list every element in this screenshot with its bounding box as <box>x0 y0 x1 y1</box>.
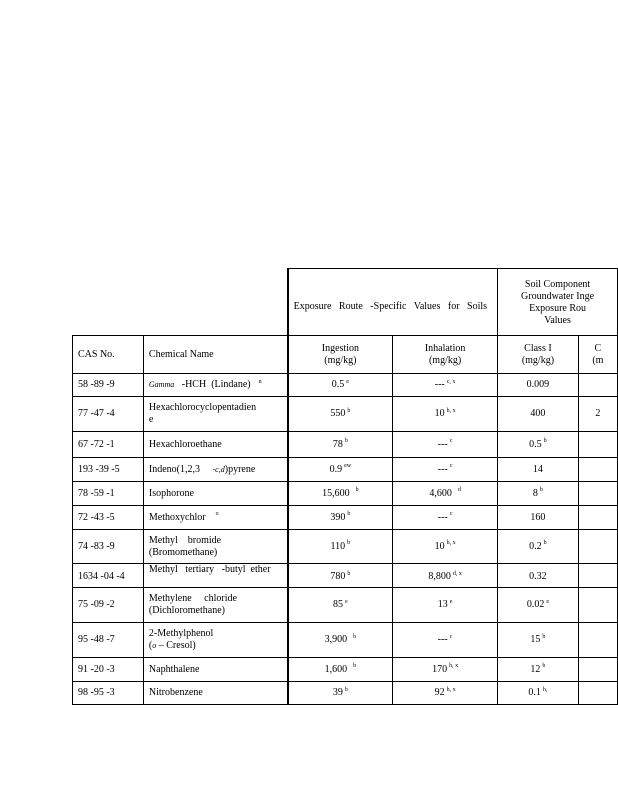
ingestion-cell: 0.9 $^{ew}$ <box>288 458 393 482</box>
cas-cell: 98 -95 -3 <box>73 682 144 705</box>
table-row <box>73 588 618 623</box>
table-row <box>73 432 618 458</box>
class2-cell: 2 <box>578 397 617 432</box>
chemical-name-cell: Naphthalene <box>143 658 287 682</box>
ingestion-cell: 550 $^b$ <box>288 397 393 432</box>
inhalation-cell: --- $^{c, x}$ <box>393 374 498 397</box>
ingestion-cell: 0.5 $^e$ <box>288 374 393 397</box>
cas-cell: 95 -48 -7 <box>73 623 144 658</box>
inhalation-cell: 10 $^{h, x}$ <box>393 397 498 432</box>
ingestion-cell: 3,900 $^b$ <box>288 623 393 658</box>
cas-cell: 91 -20 -3 <box>73 658 144 682</box>
cas-cell: 58 -89 -9 <box>73 374 144 397</box>
group-header-row <box>73 269 618 336</box>
col-header-class2: C (m <box>578 336 617 374</box>
soil-remediation-table <box>72 268 618 705</box>
cas-cell: 1634 -04 -4 <box>73 564 144 588</box>
class2-cell <box>578 588 617 623</box>
class2-cell <box>578 374 617 397</box>
chemical-name-cell: Methyl tertiary -butyl ether <box>143 564 287 588</box>
chemical-name-cell: Isophorone <box>143 482 287 506</box>
inhalation-cell: 170 $^{h, x}$ <box>393 658 498 682</box>
inhalation-cell: 13 $^e$ <box>393 588 498 623</box>
class2-cell <box>578 682 617 705</box>
ingestion-cell: 78 $^b$ <box>288 432 393 458</box>
class2-cell <box>578 658 617 682</box>
inhalation-cell: 8,800 $^{d, x}$ <box>393 564 498 588</box>
col-header-inhalation: Inhalation (mg/kg) <box>393 336 498 374</box>
table-row <box>73 397 618 432</box>
column-header-row <box>73 336 618 374</box>
ingestion-cell: 39 $^b$ <box>288 682 393 705</box>
chemical-name-cell: Methylene chloride (Dichloromethane) <box>143 588 287 623</box>
ingestion-cell: 110 $^b$ <box>288 530 393 564</box>
ingestion-cell: 1,600 $^b$ <box>288 658 393 682</box>
ingestion-cell: 390 $^b$ <box>288 506 393 530</box>
chemical-name-cell: Methoxychlor $^o$ <box>143 506 287 530</box>
table-row <box>73 623 618 658</box>
class1-cell: 14 <box>498 458 579 482</box>
class2-cell <box>578 432 617 458</box>
chemical-name-cell: Indeno(1,2,3 -c,d)pyrene <box>143 458 287 482</box>
cas-cell: 67 -72 -1 <box>73 432 144 458</box>
class1-cell: 0.32 <box>498 564 579 588</box>
class2-cell <box>578 482 617 506</box>
class1-cell: 0.5 $^b$ <box>498 432 579 458</box>
chemical-name-cell: Hexachloroethane <box>143 432 287 458</box>
cas-cell: 74 -83 -9 <box>73 530 144 564</box>
col-header-cas: CAS No. <box>73 336 144 374</box>
cas-cell: 78 -59 -1 <box>73 482 144 506</box>
ingestion-cell: 780 $^b$ <box>288 564 393 588</box>
inhalation-cell: --- $^c$ <box>393 506 498 530</box>
cas-cell: 193 -39 -5 <box>73 458 144 482</box>
class1-cell: 160 <box>498 506 579 530</box>
class1-cell: 400 <box>498 397 579 432</box>
col-header-ingestion: Ingestion (mg/kg) <box>288 336 393 374</box>
cas-cell: 77 -47 -4 <box>73 397 144 432</box>
class2-cell <box>578 530 617 564</box>
table-row <box>73 482 618 506</box>
inhalation-cell: --- $^c$ <box>393 432 498 458</box>
inhalation-cell: 4,600 $^d$ <box>393 482 498 506</box>
table-row <box>73 458 618 482</box>
class1-cell: 0.02 $^e$ <box>498 588 579 623</box>
table-row <box>73 530 618 564</box>
chemical-name-cell: Gamma -HCH (Lindane) $^n$ <box>143 374 287 397</box>
chemical-name-cell: Methyl bromide (Bromomethane) <box>143 530 287 564</box>
inhalation-cell: 10 $^{h, x}$ <box>393 530 498 564</box>
ingestion-cell: 15,600 $^b$ <box>288 482 393 506</box>
table-row <box>73 374 618 397</box>
chemical-name-cell: Hexachlorocyclopentadien e <box>143 397 287 432</box>
class2-cell <box>578 458 617 482</box>
class1-cell: 8 $^b$ <box>498 482 579 506</box>
cas-cell: 75 -09 -2 <box>73 588 144 623</box>
inhalation-cell: --- $^c$ <box>393 623 498 658</box>
cas-cell: 72 -43 -5 <box>73 506 144 530</box>
table-row <box>73 658 618 682</box>
class2-cell <box>578 506 617 530</box>
chemical-name-cell: 2-Methylphenol (o – Cresol) <box>143 623 287 658</box>
groundwater-group-header: Soil Component Groundwater Inge Exposure Rou Values <box>498 269 618 336</box>
class1-cell: 0.2 $^b$ <box>498 530 579 564</box>
class2-cell <box>578 623 617 658</box>
inhalation-cell: --- $^c$ <box>393 458 498 482</box>
class1-cell: 0.009 <box>498 374 579 397</box>
table-row <box>73 564 618 588</box>
col-header-name: Chemical Name <box>143 336 287 374</box>
class1-cell: 12 $^b$ <box>498 658 579 682</box>
soils-group-header: Exposure Route -Specific Values for Soils <box>288 269 498 336</box>
class2-cell <box>578 564 617 588</box>
table-row <box>73 506 618 530</box>
col-header-class1: Class I (mg/kg) <box>498 336 579 374</box>
table-row <box>73 682 618 705</box>
class1-cell: 0.1 $^{h,}$ <box>498 682 579 705</box>
ingestion-cell: 85 $^e$ <box>288 588 393 623</box>
inhalation-cell: 92 $^{h, x}$ <box>393 682 498 705</box>
class1-cell: 15 $^b$ <box>498 623 579 658</box>
chemical-name-cell: Nitrobenzene <box>143 682 287 705</box>
